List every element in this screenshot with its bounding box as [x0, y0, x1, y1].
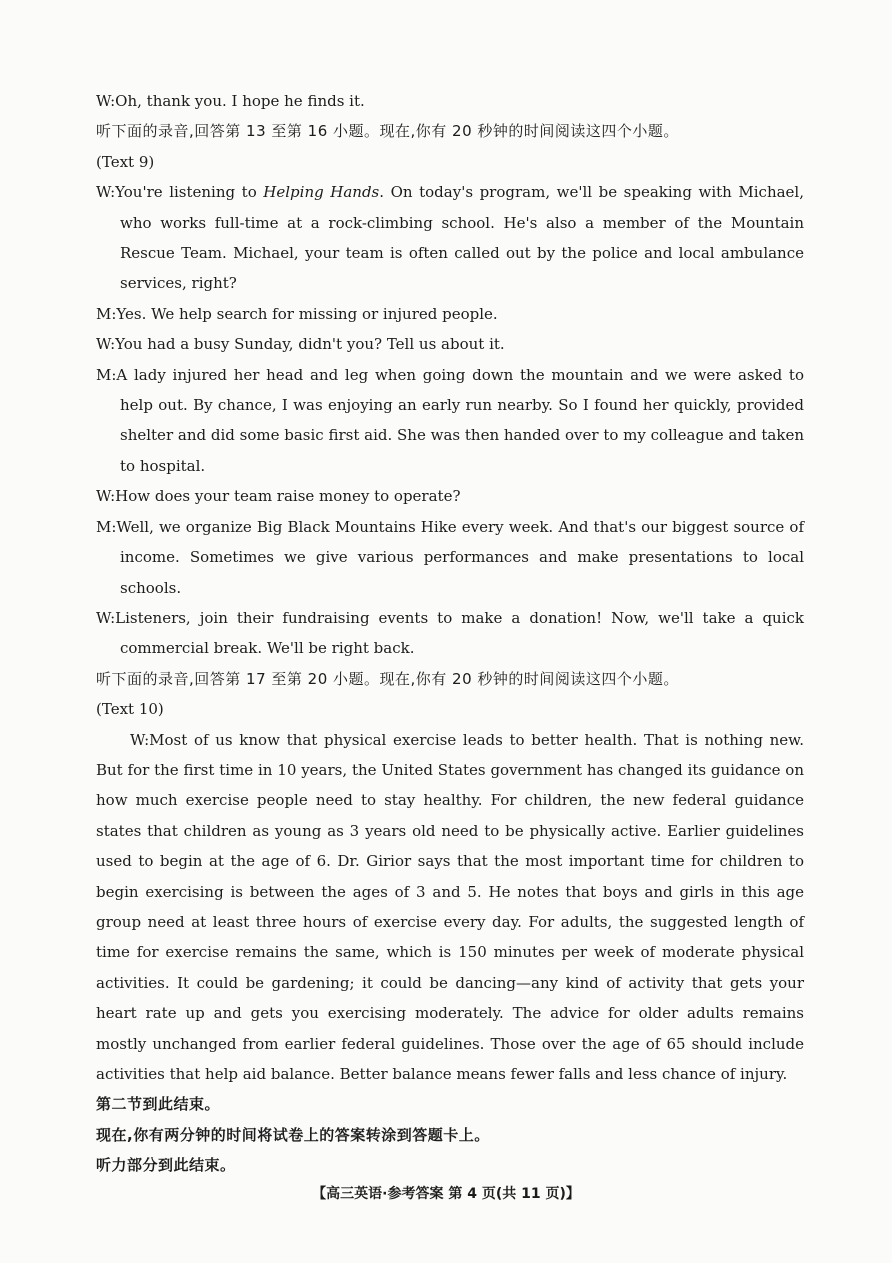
- dialogue-line: W:You had a busy Sunday, didn't you? Tell us about it.: [96, 335, 505, 354]
- dialogue-line: W:How does your team raise money to operate?: [96, 487, 461, 506]
- dialogue-line: W:Oh, thank you. I hope he finds it.: [96, 92, 365, 110]
- text-10-label: (Text 10): [96, 700, 164, 719]
- dialogue-line: M:Yes. We help search for missing or injured people.: [96, 304, 498, 323]
- transfer-instruction: 现在,你有两分钟的时间将试卷上的答案转涂到答题卡上。: [96, 1125, 490, 1144]
- dialogue-text: W:You're listening to: [96, 183, 264, 202]
- program-title: Helping Hands: [263, 183, 380, 202]
- text-9-label: (Text 9): [96, 152, 155, 171]
- dialogue-line: M:A lady injured her head and leg when going down the mountain and we were asked to help out. By chance, I was enjoying an early run nearby. So I found her quickly, provided shelter and did some basic first aid. She was then handed over to my colleague and taken to hospital.: [96, 365, 804, 475]
- monologue-paragraph: W:Most of us know that physical exercise leads to better health. That is nothing new. But for the first time in 10 years, the United States government has changed its guidance on how much exercise people need to stay healthy. For children, the new federal guidance states that children as young as 3 years old need to be physically active. Earlier guidelines used to begin at the age of 6. Dr. Girior says that the most important time for children to begin exercising is between the ages of 3 and 5. He notes that boys and girls in this age group need at least three hours of exercise every day. For adults, the suggested length of time for exercise remains the same, which is 150 minutes per week of moderate physical activities. It could be gardening; it could be dancing—any kind of activity that gets your heart rate up and gets you exercising moderately. The advice for older adults remains mostly unchanged from earlier federal guidelines. Those over the age of 65 should include activities that help aid balance. Better balance means fewer falls and less chance of injury.: [96, 730, 804, 1083]
- instruction-13-16: 听下面的录音,回答第 13 至第 16 小题。现在,你有 20 秒钟的时间阅读这四个小题。: [96, 122, 679, 141]
- listening-transcript: [96, 86, 804, 1181]
- listening-end: 听力部分到此结束。: [96, 1156, 236, 1175]
- dialogue-line: W:Listeners, join their fundraising events to make a donation! Now, we'll take a quick commercial break. We'll be right back.: [96, 608, 804, 658]
- instruction-17-20: 听下面的录音,回答第 17 至第 20 小题。现在,你有 20 秒钟的时间阅读这四个小题。: [96, 669, 679, 688]
- page-footer: 【高三英语·参考答案 第 4 页(共 11 页)】: [312, 1186, 580, 1202]
- dialogue-line: [96, 177, 804, 299]
- section-end: 第二节到此结束。: [96, 1095, 221, 1114]
- dialogue-line: M:Well, we organize Big Black Mountains Hike every week. And that's our biggest source of income. Sometimes we give various performances and make presentations to local schools.: [96, 517, 804, 597]
- dialogue-text: . On today's program, we'll be speaking with Michael, who works full-time at a rock-climbing school. He's also a member of the Mountain Rescue Team. Michael, your team is often called out by the police and local ambulance services, right?: [120, 183, 804, 293]
